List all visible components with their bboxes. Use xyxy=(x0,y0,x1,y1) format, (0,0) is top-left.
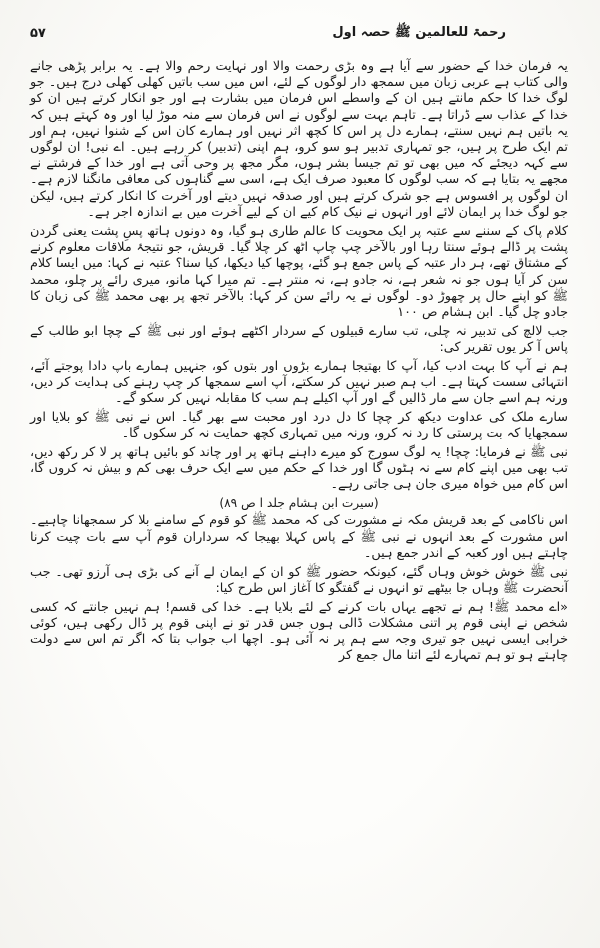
paragraph-chiefs-complaint: ہم نے آپ کا بہت ادب کیا، آپ کا بھتیجا ہمارے بڑوں اور بتوں کو، جنہیں ہمارے باپ دادا پوجتے آئے، انتہائی سست کہتا ہے۔ اب ہم صبر نہیں کر سکتے، آپ اسے سمجھا کر چپ رہنے کی ہدایت کر دیں، ورنہ ہم اسے جان سے مار ڈالیں گے اور آپ اکیلے ہم سب کا مقابلہ نہیں کر سکو گے۔ xyxy=(30,358,568,407)
paragraph-quran-translation: یہ فرمان خدا کے حضور سے آیا ہے وہ بڑی رحمت والا اور نہایت رحم والا ہے۔ یہ برابر پڑھی جانے والی کتاب ہے عربی زبان میں سمجھ دار لوگوں کے لئے، اس میں سب باتیں کھلی کھلی درج ہیں۔ جو لوگ خدا کا حکم مانتے ہیں ان کے واسطے اس فرمان میں بشارت ہے اور جو انکار کرتے ہیں ان کو خدا کے عذاب سے ڈراتا ہے۔ تاہم بہت سے لوگوں نے اس فرمان سے منہ موڑ لیا اور وہ کہتے ہیں کہ یہ باتیں ہم نہیں سنتے، ہمارے دل پر اس کا کچھ اثر نہیں اور ہمارے کان اس کے شنوا نہیں، ہم اور تم ایک طرح پر ہیں، جو تمہاری تدبیر ہو سو کرو، ہم اپنی (تدبیر) کر رہے ہیں۔ اے نبی! ان لوگوں سے کہہ دیجئے کہ میں بھی تو تم جیسا بشر ہوں، مگر مجھ پر وحی آتی ہے اور خدا کے فرشتے نے مجھے یہ بتایا ہے کہ سب لوگوں کا معبود صرف ایک ہے، اسی سے گناہوں کی معافی مانگنا لازم ہے۔ ان لوگوں پر افسوس ہے جو شرک کرتے ہیں اور صدقہ نہیں دیتے اور آخرت کا انکار کرتے ہیں، لیکن جو لوگ خدا پر ایمان لائے اور انہوں نے نیک کام کیے ان کے لیے آخرت میں بے اندازہ اجر ہے۔ xyxy=(30,59,568,220)
paragraph-prophet-goes-happily: نبی ﷺ خوش خوش وہاں گئے، کیونکہ حضور ﷺ کو ان کے ایمان لے آنے کی بڑی ہی آرزو تھی۔ جب آنحضرت ﷺ وہاں جا بیٹھے تو انہوں نے گفتگو کا آغاز اس طرح کیا: xyxy=(30,565,568,597)
page-number: ۵۷ xyxy=(30,26,46,41)
paragraph-quraysh-consultation: اس ناکامی کے بعد قریش مکہ نے مشورت کی کہ محمد ﷺ کو قوم کے سامنے بلا کر سمجھانا چاہیے۔ اس مشورت کے بعد انہوں نے نبی ﷺ کے پاس کہلا بھیجا کہ سرداران قوم آپ سے بات چیت کرنا چاہتے ہیں اور کعبہ کے اندر جمع ہیں۔ xyxy=(30,513,568,561)
paragraph-abu-talib-advice: سارے ملک کی عداوت دیکھ کر چچا کا دل درد اور محبت سے بھر گیا۔ اس نے نبی ﷺ کو بلایا اور سمجھایا کہ بت پرستی کا رد نہ کرو، ورنہ میں تمہاری کچھ حمایت نہ کر سکوں گا۔ xyxy=(30,410,568,442)
paragraph-quraysh-address: «اے محمد ﷺ! ہم نے تجھے یہاں بات کرنے کے لئے بلایا ہے۔ خدا کی قسم! ہم نہیں جانتے کہ کسی شخص نے اپنی قوم پر اتنی مشکلات ڈالی ہوں جس قدر تو نے اپنی قوم پر ڈال رکھی ہیں، کوئی خرابی ایسی نہیں جو تیری وجہ سے ہم پر نہ آئی ہو۔ اچھا اب جواب بتا کہ اگر تم اس سے دولت چاہتے ہو تو ہم تمہارے لئے اتنا مال جمع کر xyxy=(30,599,568,664)
book-title: رحمۃ للعالمین ﷺ حصہ اول xyxy=(332,25,506,40)
citation-seerat-ibn-hisham: (سیرت ابن ہشام جلد ا ص ۸۹) xyxy=(219,496,379,511)
paragraph-sun-moon-reply: نبی ﷺ نے فرمایا: چچا! یہ لوگ سورج کو میرے داہنے ہاتھ پر اور چاند کو بائیں ہاتھ پر لا کر رکھ دیں، تب بھی میں اپنے کام سے نہ ہٹوں گا اور خدا کے حکم میں سے ایک حرف بھی کم و بیش نہ کروں گا، اس کام میں خواہ میری جان ہی جاتی رہے۔ xyxy=(30,444,568,493)
page-header xyxy=(30,24,568,43)
page-body xyxy=(30,59,568,664)
paragraph-utbah-reaction: کلام پاک کے سننے سے عتبہ پر ایک محویت کا عالم طاری ہو گیا، وہ دونوں ہاتھ پسِ پشت یعنی گردن پشت پر ڈالے ہوئے سنتا رہا اور بالآخر چپ چاپ اٹھ کر چلا گیا۔ قریش، جو نتیجۂ ملاقات معلوم کرنے کے مشتاق تھے، ہر دار عتبہ کے پاس جمع ہو گئے، پوچھا کیا دیکھا، کیا سنا؟ عتبہ نے کہا: میں ایسا کلام سن کر آیا ہوں جو نہ شعر ہے، نہ جادو ہے، نہ منتر ہے۔ تم میرا کہا مانو، میری رائے پر چلو، محمد ﷺ کو اپنے حال پر چھوڑ دو۔ لوگوں نے یہ رائے سن کر کہا: بالآخر تجھ پر بھی محمد ﷺ کی زبان کا جادو چل گیا۔ ابن ہشام ص ۱۰۰ xyxy=(30,224,568,321)
paragraph-chiefs-gather: جب لالچ کی تدبیر نہ چلی، تب سارے قبیلوں کے سردار اکٹھے ہوئے اور نبی ﷺ کے چچا ابو طالب کے پاس آ کر یوں تقریر کی: xyxy=(30,324,568,356)
